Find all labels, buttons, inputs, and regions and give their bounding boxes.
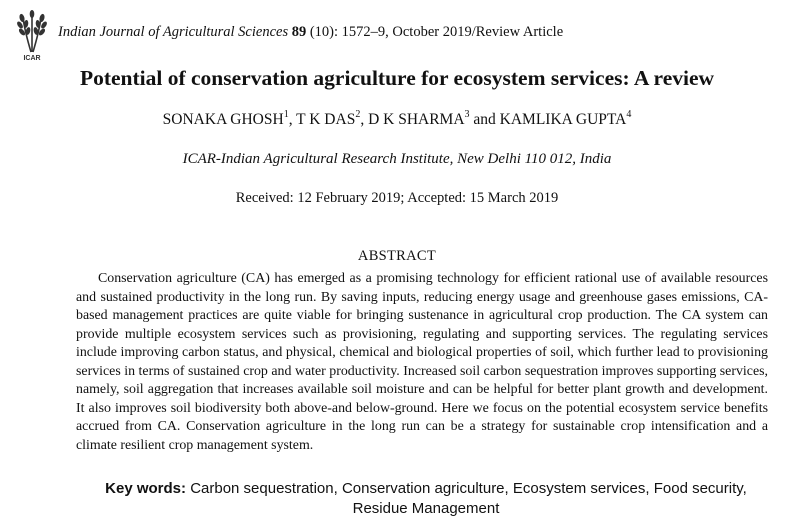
author-name: D K SHARMA — [368, 111, 465, 128]
logo-text: ICAR — [23, 55, 41, 62]
keywords-text: Carbon sequestration, Conservation agriculture, Ecosystem services, Food security, Residue Management — [190, 480, 747, 517]
author-name: KAMLIKA GUPTA — [499, 111, 627, 128]
icar-logo — [12, 8, 52, 62]
affiliation: ICAR-Indian Agricultural Research Institute, New Delhi 110 012, India — [182, 151, 612, 167]
keywords-label: Key words: — [105, 480, 187, 497]
author-affil-marker: 4 — [626, 108, 632, 120]
journal-issue: (10): 1572–9, October 2019/Review Article — [309, 24, 564, 40]
journal-volume: 89 — [291, 24, 307, 40]
journal-name: Indian Journal of Agricultural Sciences — [58, 24, 289, 40]
keywords — [96, 479, 756, 518]
received-accepted-dates: Received: 12 February 2019; Accepted: 15 March 2019 — [235, 190, 559, 206]
journal-citation — [58, 24, 563, 41]
author-name: SONAKA GHOSH — [162, 111, 284, 128]
abstract-body: Conservation agriculture (CA) has emerged as a promising technology for efficient rational use of available resources and sustained productivity in the long run. By saving inputs, reducing energy usage and greenhouse gases emissions, CA-based management practices are quite viable for bringing sustenance in agricultural crop production. The CA system can provide multiple ecosystem services such as provisioning, regulating and supporting services. The regulating services include improving carbon status, and physical, chemical and biological properties of soil, which further lead to provisioning services in terms of sustained crop and water productivity. Increased soil carbon sequestration improves supporting services, namely, soil aggregation that increases available soil moisture and can be helpful for better plant growth and development. It also improves soil biodiversity both above-and below-ground. Here we focus on the potential ecosystem service benefits accrued from CA. Conservation agriculture in the long run can be a strategy for sustainable crop intensification and a climate resilient crop management system. — [76, 271, 768, 453]
author-affil-marker: 2 — [355, 108, 361, 120]
author-name: T K DAS — [296, 111, 356, 128]
abstract-heading: ABSTRACT — [357, 248, 437, 264]
paper-title: Potential of conservation agriculture for ecosystem services: A review — [79, 66, 715, 90]
author-affil-marker: 3 — [464, 108, 470, 120]
author-separator: , — [288, 111, 297, 128]
author-list — [0, 108, 794, 129]
author-separator: and — [469, 111, 500, 128]
author-separator: , — [360, 111, 369, 128]
author-affil-marker: 1 — [283, 108, 289, 120]
